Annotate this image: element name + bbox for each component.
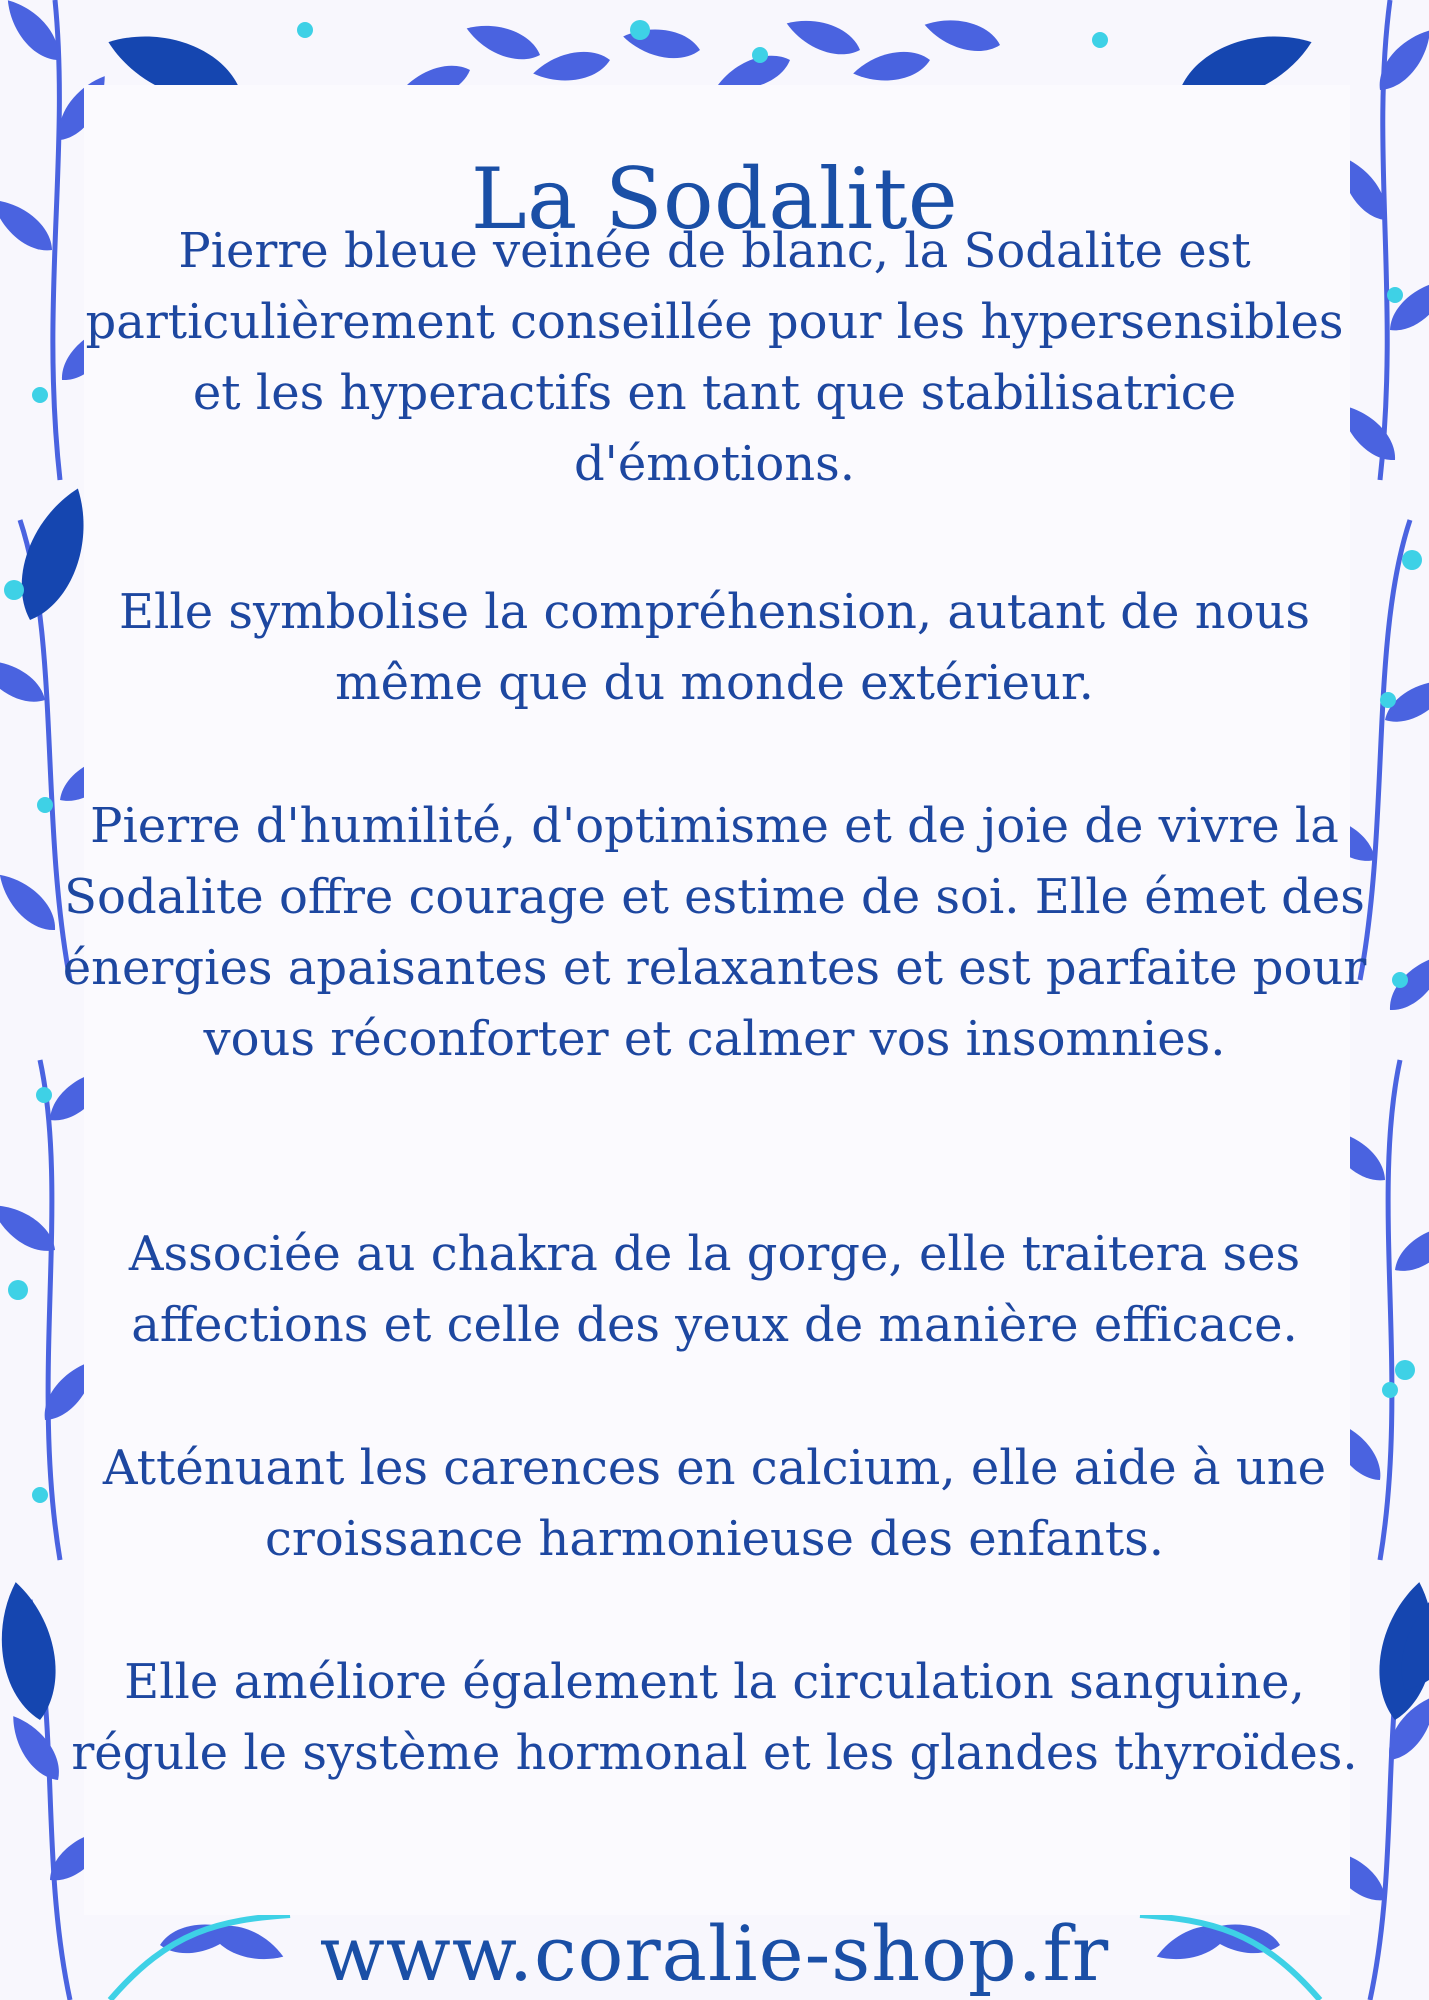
paragraph-humility: Pierre d'humilité, d'optimisme et de joie de vivre la Sodalite offre courage et estime de soi. Elle émet des énergies apaisantes et relaxantes et est parfaite pour vous réconforter et calmer vos insomnies. [62, 798, 1367, 1067]
paragraph-calcium: Atténuant les carences en calcium, elle aide à une croissance harmonieuse des enfants. [102, 1440, 1327, 1567]
website-link[interactable]: www.coralie-shop.fr [319, 1909, 1110, 1998]
paragraph-intro: Pierre bleue veinée de blanc, la Sodalite est particulièrement conseillée pour les hypersensibles et les hyperactifs en tant que stabilisatrice d'émotions. [85, 223, 1344, 492]
right-dark-leaves [1370, 1556, 1429, 1724]
page-title: La Sodalite [470, 150, 959, 249]
paragraph-comprehension: Elle symbolise la compréhension, autant de nous même que du monde extérieur. [118, 584, 1311, 711]
paragraph-circulation: Elle améliore également la circulation sanguine, régule le système hormonal et les glandes thyroïdes. [71, 1654, 1358, 1781]
paragraph-chakra: Associée au chakra de la gorge, elle traitera ses affections et celle des yeux de manière efficace. [128, 1226, 1301, 1353]
